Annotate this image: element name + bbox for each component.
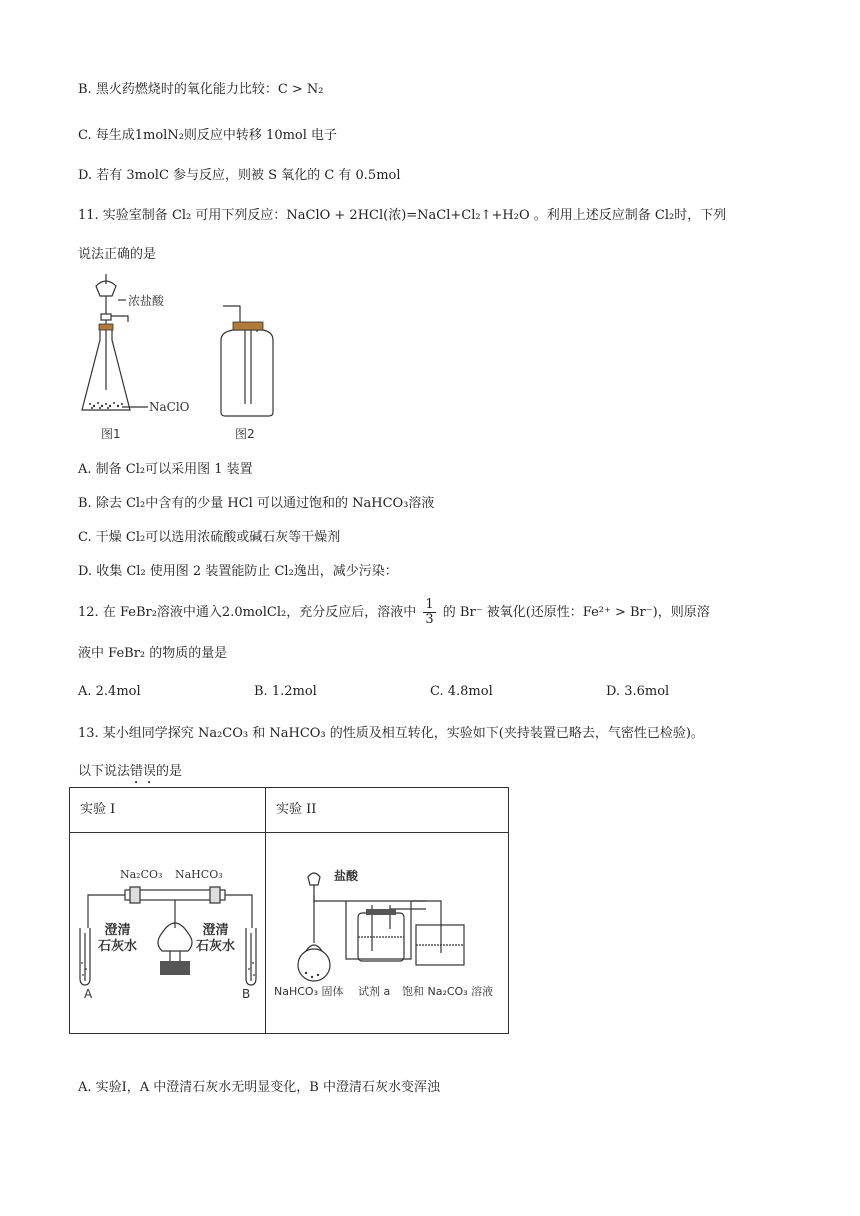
q12-fraction-den: 3 <box>425 612 434 627</box>
exp1-lime-right-2: 石灰水 <box>196 939 236 954</box>
q13-pre: 以下说法 <box>78 764 131 779</box>
question-12-stem <box>78 598 710 627</box>
exp1-lime-left-1: 澄清 <box>104 923 131 938</box>
question-13-stem-cont <box>78 760 182 787</box>
exp1-lime-left-2: 石灰水 <box>98 939 138 954</box>
exp1-label-b: B <box>242 987 251 1001</box>
q13-emphasis: 错误 <box>130 764 157 779</box>
option-d-q10: D. 若有 3molC 参与反应，则被 S 氧化的 C 有 0.5mol <box>78 168 401 183</box>
fig2-caption: 图2 <box>235 427 255 441</box>
option-a-q11: A. 制备 Cl₂可以采用图 1 装置 <box>78 462 253 477</box>
exp1-lime-right-1: 澄清 <box>202 923 229 938</box>
question-13-stem: 13. 某小组同学探究 Na₂CO₃ 和 NaHCO₃ 的性质及相互转化，实验如下(夹持装置已略去，气密性已检验)。 <box>78 726 704 741</box>
option-c-q10: C. 每生成1molN₂则反应中转移 10mol 电子 <box>78 128 338 143</box>
exp1-lime-left <box>98 923 137 955</box>
q12-option-a: A. 2.4mol <box>78 684 141 699</box>
exp2-label-reagent: 试剂 a <box>358 985 391 998</box>
q12-option-d: D. 3.6mol <box>606 684 670 699</box>
question-11-stem: 11. 实验室制备 Cl₂ 可用下列反应：NaClO + 2HCl(浓)=NaCl+Cl₂↑+H₂O 。利用上述反应制备 Cl₂时，下列 <box>78 208 727 223</box>
question-11-stem-cont: 说法正确的是 <box>78 247 157 262</box>
q12-option-b: B. 1.2mol <box>254 684 317 699</box>
q13-post: 的是 <box>156 764 183 779</box>
q12-fraction <box>423 598 435 627</box>
exp1-lime-right <box>196 923 235 955</box>
question-12-stem-cont: 液中 FeBr₂ 的物质的量是 <box>78 646 228 661</box>
option-b-q10: B. 黑火药燃烧时的氧化能力比较：C > N₂ <box>78 82 324 97</box>
q12-stem-post: 的 Br⁻ 被氧化(还原性：Fe²⁺ > Br⁻)，则原溶 <box>442 605 710 620</box>
exp2-cell <box>266 833 509 1034</box>
q12-fraction-num: 1 <box>425 597 434 612</box>
table-header-exp2: 实验 II <box>266 788 509 833</box>
exp1-label-nahco3: NaHCO₃ <box>175 868 223 881</box>
fig1-label-acid: 浓盐酸 <box>128 294 165 308</box>
exp2-gas-generation-apparatus <box>266 833 510 1033</box>
fig1-caption: 图1 <box>101 427 121 441</box>
option-c-q11: C. 干燥 Cl₂可以选用浓硫酸或碱石灰等干燥剂 <box>78 530 341 545</box>
option-d-q11: D. 收集 Cl₂ 使用图 2 装置能防止 Cl₂逸出，减少污染： <box>78 564 398 579</box>
exp1-cell <box>70 833 266 1034</box>
exp1-label-a: A <box>84 987 93 1001</box>
fig1-label-solid: NaClO <box>149 400 190 414</box>
q12-option-c: C. 4.8mol <box>430 684 493 699</box>
option-b-q11: B. 除去 Cl₂中含有的少量 HCl 可以通过饱和的 NaHCO₃溶液 <box>78 496 435 511</box>
option-a-q13: A. 实验Ⅰ，A 中澄清石灰水无明显变化，B 中澄清石灰水变浑浊 <box>78 1080 440 1095</box>
figure-2-gas-bottle <box>215 296 280 421</box>
exp2-label-solid: NaHCO₃ 固体 <box>274 985 344 998</box>
experiment-table <box>69 787 509 1034</box>
exp1-label-na2co3: Na₂CO₃ <box>120 868 163 881</box>
table-header-exp1: 实验 I <box>70 788 266 833</box>
exp2-label-saturated: 饱和 Na₂CO₃ 溶液 <box>402 985 494 998</box>
exp2-label-acid: 盐酸 <box>334 869 359 883</box>
q12-stem-pre: 12. 在 FeBr₂溶液中通入2.0molCl₂，充分反应后，溶液中 <box>78 605 417 620</box>
